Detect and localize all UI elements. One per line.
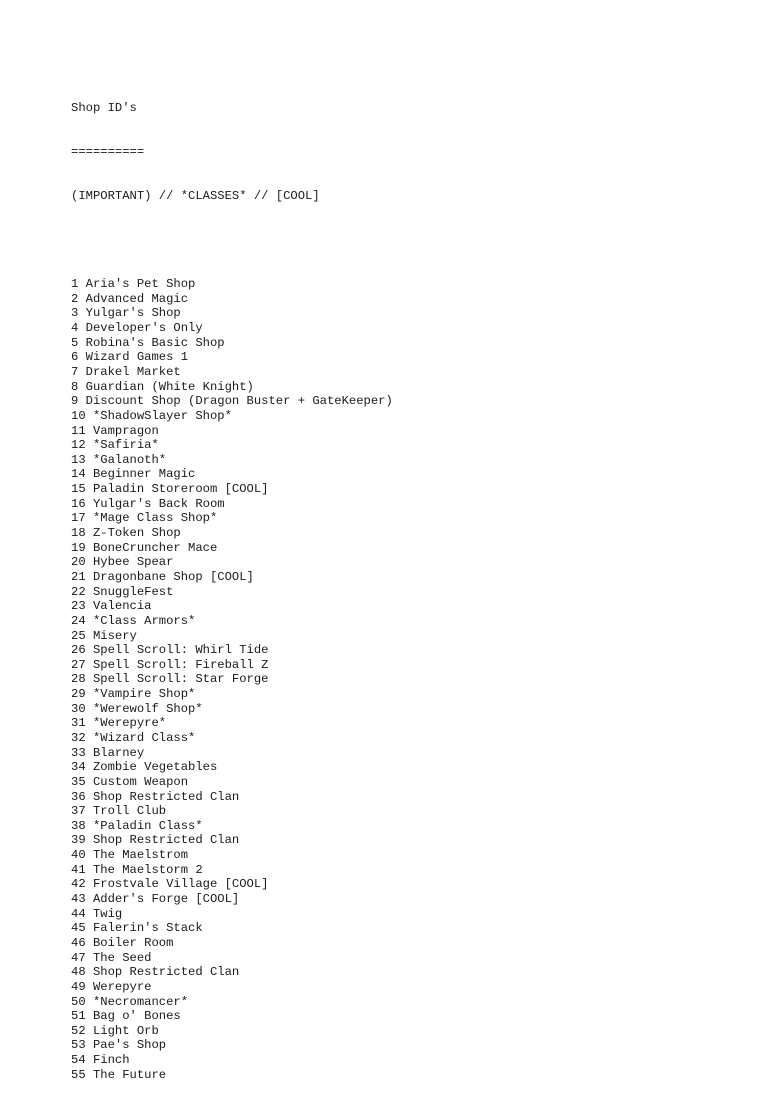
list-item: 37 Troll Club	[71, 804, 167, 819]
list-item: 48 Shop Restricted Clan	[71, 965, 240, 980]
list-item: 35 Custom Weapon	[71, 774, 189, 789]
list-item: 43 Adder's Forge [COOL]	[71, 892, 240, 907]
list-item: 18 Z-Token Shop	[71, 526, 181, 541]
list-item: 5 Robina's Basic Shop	[71, 335, 225, 350]
list-item: 53 Pae's Shop	[71, 1038, 167, 1053]
list-item: 4 Developer's Only	[71, 321, 203, 336]
list-item: 27 Spell Scroll: Fireball Z	[71, 657, 269, 672]
list-item: 51 Bag o' Bones	[71, 1009, 181, 1024]
list-item: 26 Spell Scroll: Whirl Tide	[71, 643, 269, 658]
list-item: 29 *Vampire Shop*	[71, 687, 196, 702]
list-item: 34 Zombie Vegetables	[71, 760, 218, 775]
list-item: 28 Spell Scroll: Star Forge	[71, 672, 269, 687]
list-item: 3 Yulgar's Shop	[71, 306, 181, 321]
blank-line	[71, 233, 393, 248]
document-page	[71, 72, 393, 1097]
list-item: 12 *Safiria*	[71, 438, 159, 453]
list-item: 45 Falerin's Stack	[71, 921, 203, 936]
list-item: 54 Finch	[71, 1053, 130, 1068]
list-item: 8 Guardian (White Knight)	[71, 379, 254, 394]
list-item: 33 Blarney	[71, 745, 145, 760]
list-item: 36 Shop Restricted Clan	[71, 789, 240, 804]
title-underline: ==========	[71, 145, 145, 160]
list-item: 24 *Class Armors*	[71, 613, 196, 628]
list-item: 11 Vampragon	[71, 423, 159, 438]
list-item: 40 The Maelstrom	[71, 848, 189, 863]
list-item: 10 *ShadowSlayer Shop*	[71, 408, 232, 423]
list-item: 1 Aria's Pet Shop	[71, 277, 196, 292]
list-item: 6 Wizard Games 1	[71, 350, 189, 365]
list-item: 25 Misery	[71, 628, 137, 643]
list-item: 20 Hybee Spear	[71, 555, 174, 570]
list-item: 2 Advanced Magic	[71, 291, 189, 306]
list-item: 55 The Future	[71, 1067, 167, 1082]
list-item: 49 Werepyre	[71, 979, 152, 994]
legend-line: (IMPORTANT) // *CLASSES* // [COOL]	[71, 189, 320, 204]
list-item: 32 *Wizard Class*	[71, 730, 196, 745]
list-item: 7 Drakel Market	[71, 364, 181, 379]
list-item: 47 The Seed	[71, 950, 152, 965]
list-item: 44 Twig	[71, 906, 123, 921]
list-item: 13 *Galanoth*	[71, 452, 167, 467]
list-item: 15 Paladin Storeroom [COOL]	[71, 482, 269, 497]
shop-list	[71, 277, 393, 1082]
list-item: 42 Frostvale Village [COOL]	[71, 877, 269, 892]
list-item: 52 Light Orb	[71, 1023, 159, 1038]
list-item: 30 *Werewolf Shop*	[71, 701, 203, 716]
list-item: 23 Valencia	[71, 599, 152, 614]
list-item: 16 Yulgar's Back Room	[71, 496, 225, 511]
list-item: 31 *Werepyre*	[71, 716, 167, 731]
list-item: 17 *Mage Class Shop*	[71, 511, 218, 526]
list-item: 38 *Paladin Class*	[71, 818, 203, 833]
list-item: 41 The Maelstorm 2	[71, 862, 203, 877]
list-item: 50 *Necromancer*	[71, 994, 189, 1009]
list-item: 39 Shop Restricted Clan	[71, 833, 240, 848]
list-item: 21 Dragonbane Shop [COOL]	[71, 569, 254, 584]
list-item: 9 Discount Shop (Dragon Buster + GateKeeper)	[71, 394, 393, 409]
list-item: 19 BoneCruncher Mace	[71, 540, 218, 555]
document-title: Shop ID's	[71, 101, 137, 116]
list-item: 22 SnuggleFest	[71, 584, 174, 599]
list-item: 14 Beginner Magic	[71, 467, 196, 482]
list-item: 46 Boiler Room	[71, 935, 174, 950]
